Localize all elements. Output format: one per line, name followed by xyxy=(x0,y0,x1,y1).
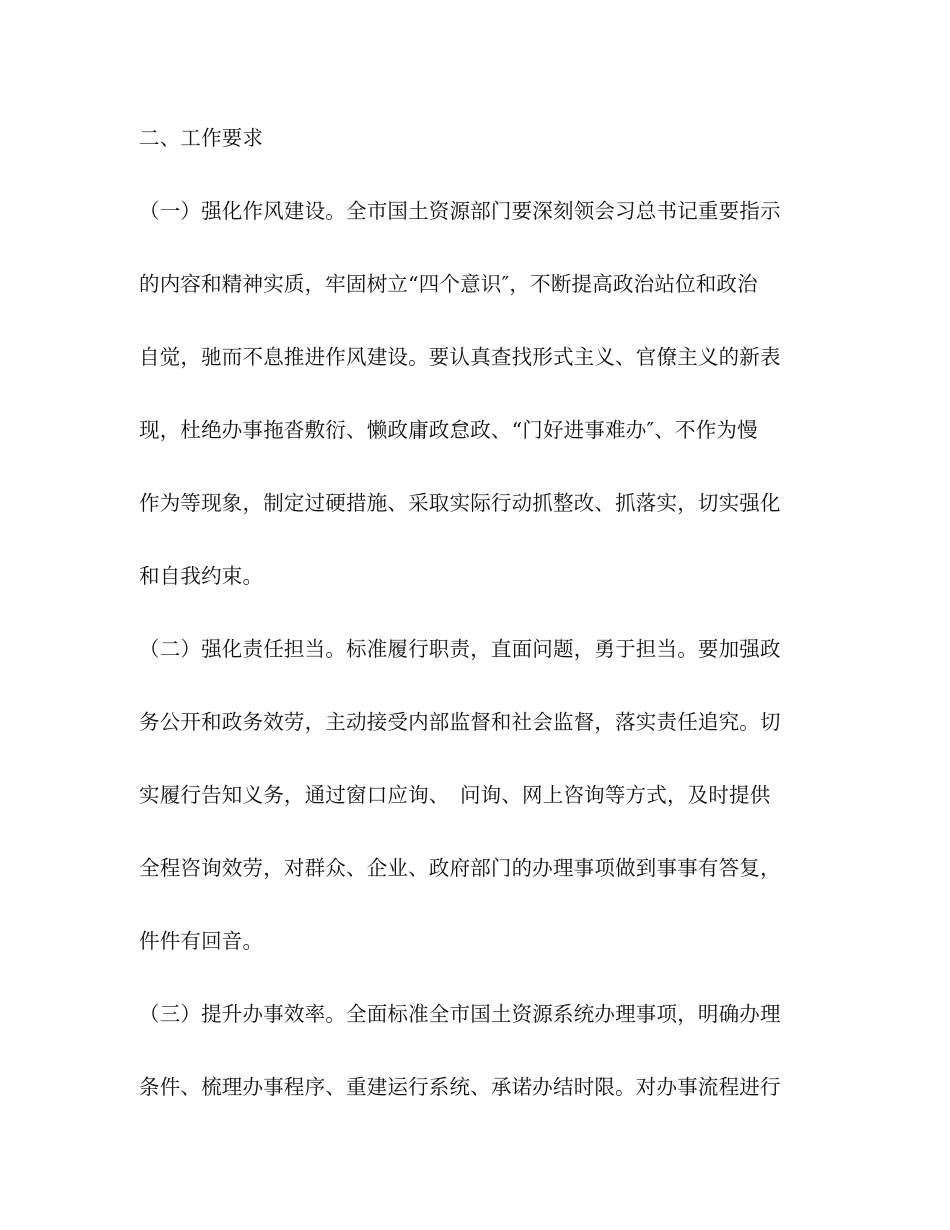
paragraph-2-line-1: （二）强化责任担当。标准履行职责，直面问题，勇于担当。要加强政 xyxy=(139,637,781,661)
paragraph-3-line-1: （三）提升办事效率。全面标准全市国土资源系统办理事项，明确办理 xyxy=(139,1002,781,1026)
section-heading: 二、工作要求 xyxy=(139,126,264,150)
paragraph-2-line-5: 件件有回音。 xyxy=(139,929,264,953)
document-body xyxy=(139,120,815,1142)
paragraph-1-line-1: （一）强化作风建设。全市国土资源部门要深刻领会习总书记重要指示 xyxy=(139,199,781,223)
paragraph-1-line-3: 自觉，驰而不息推进作风建设。要认真查找形式主义、官僚主义的新表 xyxy=(139,345,781,369)
paragraph-1-line-5: 作为等现象，制定过硬措施、采取实际行动抓整改、抓落实，切实强化 xyxy=(139,491,781,515)
paragraph-2-line-2: 务公开和政务效劳，主动接受内部监督和社会监督，落实责任追究。切 xyxy=(139,710,781,734)
paragraph-1-line-4: 现，杜绝办事拖沓敷衍、懒政庸政怠政、“门好进事难办″、不作为慢 xyxy=(139,418,758,442)
paragraph-1 xyxy=(139,193,815,595)
paragraph-1-line-2: 的内容和精神实质，牢固树立“四个意识″，不断提高政治站位和政治 xyxy=(139,272,758,296)
paragraph-3 xyxy=(139,996,815,1106)
paragraph-2 xyxy=(139,631,815,960)
paragraph-1-line-6: 和自我约束。 xyxy=(139,564,264,588)
paragraph-3-line-2: 条件、梳理办事程序、重建运行系统、承诺办结时限。对办事流程进行 xyxy=(139,1075,781,1099)
paragraph-2-line-3: 实履行告知义务，通过窗口应询、 问询、网上咨询等方式，及时提供 xyxy=(139,783,771,807)
paragraph-2-line-4: 全程咨询效劳，对群众、企业、政府部门的办理事项做到事事有答复， xyxy=(139,856,781,880)
